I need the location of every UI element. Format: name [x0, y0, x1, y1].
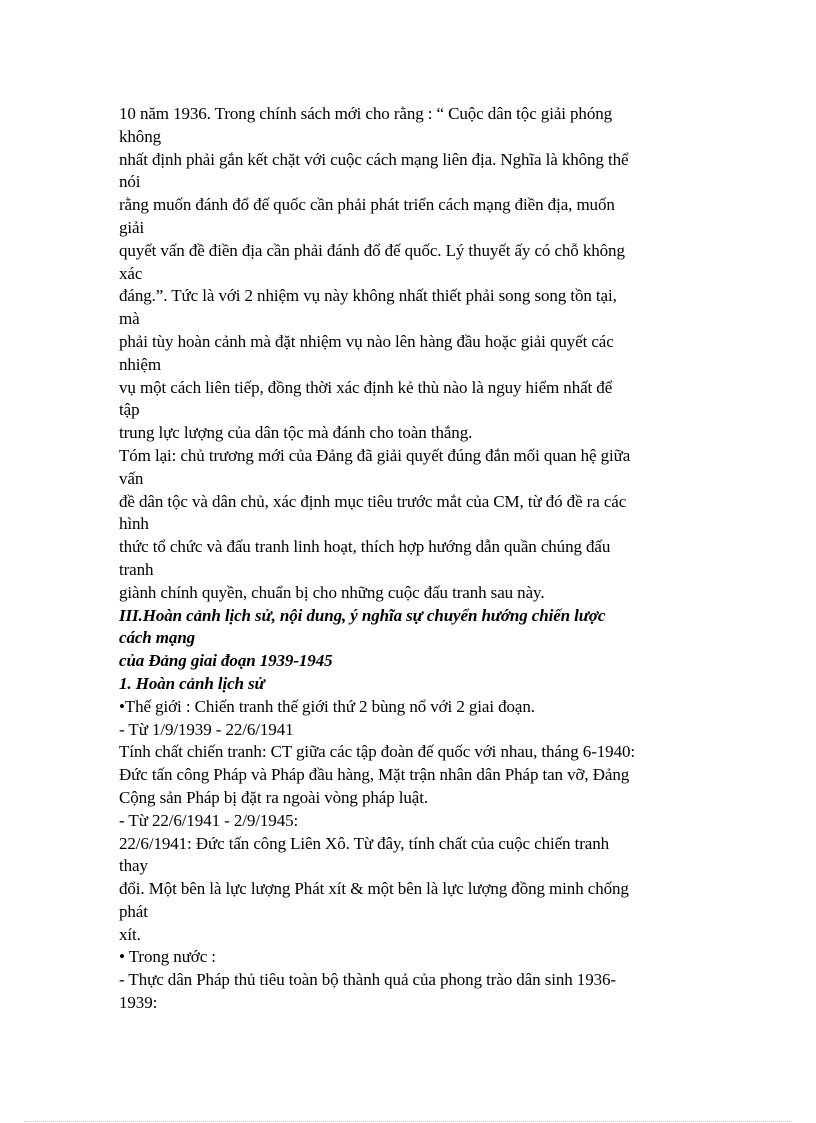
section-heading-line: 1. Hoàn cảnh lịch sử — [119, 673, 265, 693]
text-line: không — [119, 126, 162, 146]
text-line: rằng muốn đánh đổ đế quốc cần phải phát triển cách mạng điền địa, muốn — [119, 195, 615, 215]
text-line: Cộng sản Pháp bị đặt ra ngoài vòng pháp luật. — [119, 787, 429, 807]
text-line: •Thế giới : Chiến tranh thế giới thứ 2 bùng nổ với 2 giai đoạn. — [119, 696, 535, 716]
text-line: 22/6/1941: Đức tấn công Liên Xô. Từ đây, tính chất của cuộc chiến tranh — [119, 833, 610, 853]
page-bottom-rule — [24, 1121, 792, 1122]
text-line: giành chính quyền, chuẩn bị cho những cuộc đấu tranh sau này. — [119, 582, 545, 602]
text-line: - Từ 22/6/1941 - 2/9/1945: — [119, 810, 299, 830]
text-line: Tính chất chiến tranh: CT giữa các tập đoàn đế quốc với nhau, tháng 6-1940: — [119, 742, 635, 762]
text-line: đổi. Một bên là lực lượng Phát xít & một bên là lực lượng đồng minh chống — [119, 879, 629, 899]
text-line: • Trong nước : — [119, 947, 216, 967]
text-line: vấn — [119, 468, 144, 488]
text-line: - Thực dân Pháp thủ tiêu toàn bộ thành quả của phong trào dân sinh 1936- — [119, 970, 616, 990]
text-line: hình — [119, 514, 149, 534]
text-line: đề dân tộc và dân chủ, xác định mục tiêu trước mắt của CM, từ đó đề ra các — [119, 491, 627, 511]
text-line: 10 năm 1936. Trong chính sách mới cho rằng : “ Cuộc dân tộc giải phóng — [119, 104, 613, 123]
text-line: tranh — [119, 559, 154, 579]
text-line: - Từ 1/9/1939 - 22/6/1941 — [119, 719, 294, 739]
document-page — [119, 103, 699, 1015]
text-line: xác — [119, 263, 143, 283]
text-line: tập — [119, 400, 140, 420]
section-heading-line: III.Hoàn cảnh lịch sử, nội dung, ý nghĩa sự chuyển hướng chiến lược — [119, 605, 606, 625]
text-line: đáng.”. Tức là với 2 nhiệm vụ này không nhất thiết phải song song tồn tại, — [119, 286, 617, 306]
text-line: nhất định phải gắn kết chặt với cuộc cách mạng liên địa. Nghĩa là không thể — [119, 149, 629, 169]
text-line: giải — [119, 217, 145, 237]
text-line: quyết vấn đề điền địa cần phải đánh đổ đế quốc. Lý thuyết ấy có chỗ không — [119, 240, 625, 260]
text-line: nhiệm — [119, 354, 161, 374]
text-line: Đức tấn công Pháp và Pháp đầu hàng, Mặt trận nhân dân Pháp tan vỡ, Đảng — [119, 765, 630, 785]
text-line: thay — [119, 856, 148, 876]
text-line: phải tùy hoàn cảnh mà đặt nhiệm vụ nào lên hàng đầu hoặc giải quyết các — [119, 331, 614, 351]
text-line: trung lực lượng của dân tộc mà đánh cho toàn thắng. — [119, 423, 473, 443]
text-line: Tóm lại: chủ trương mới của Đảng đã giải quyết đúng đắn mối quan hệ giữa — [119, 445, 631, 465]
text-line: vụ một cách liên tiếp, đồng thời xác định kẻ thù nào là nguy hiểm nhất để — [119, 377, 613, 397]
section-heading-line: cách mạng — [119, 628, 196, 648]
section-heading-line: của Đảng giai đoạn 1939-1945 — [119, 651, 333, 671]
text-line: thức tổ chức và đấu tranh linh hoạt, thích hợp hướng dẫn quần chúng đấu — [119, 537, 611, 557]
text-line: 1939: — [119, 993, 158, 1013]
text-line: phát — [119, 901, 148, 921]
text-line: nói — [119, 172, 141, 192]
text-line: xít. — [119, 924, 141, 944]
document-body — [119, 103, 699, 1015]
text-line: mà — [119, 309, 140, 329]
